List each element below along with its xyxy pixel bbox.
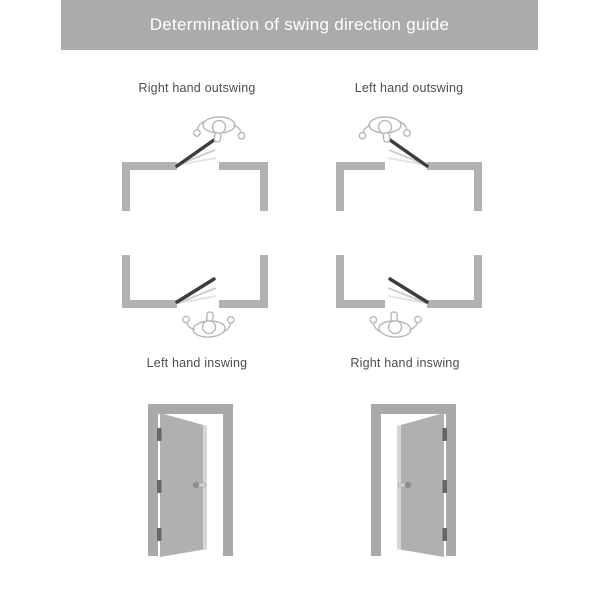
open-door-left-hinge-icon <box>148 404 233 557</box>
left-hand-outswing-diagram <box>336 112 482 211</box>
open-door-right-hinge-icon <box>371 404 456 557</box>
label-left-hand-inswing: Left hand inswing <box>146 356 248 370</box>
right-hand-inswing-diagram <box>336 255 482 341</box>
left-hand-inswing-diagram <box>122 255 268 341</box>
label-left-hand-outswing: Left hand outswing <box>354 81 464 95</box>
label-right-hand-outswing: Right hand outswing <box>138 81 256 95</box>
right-hand-outswing-diagram <box>122 112 268 211</box>
label-right-hand-inswing: Right hand inswing <box>350 356 460 370</box>
page-title: Determination of swing direction guide <box>61 0 538 50</box>
